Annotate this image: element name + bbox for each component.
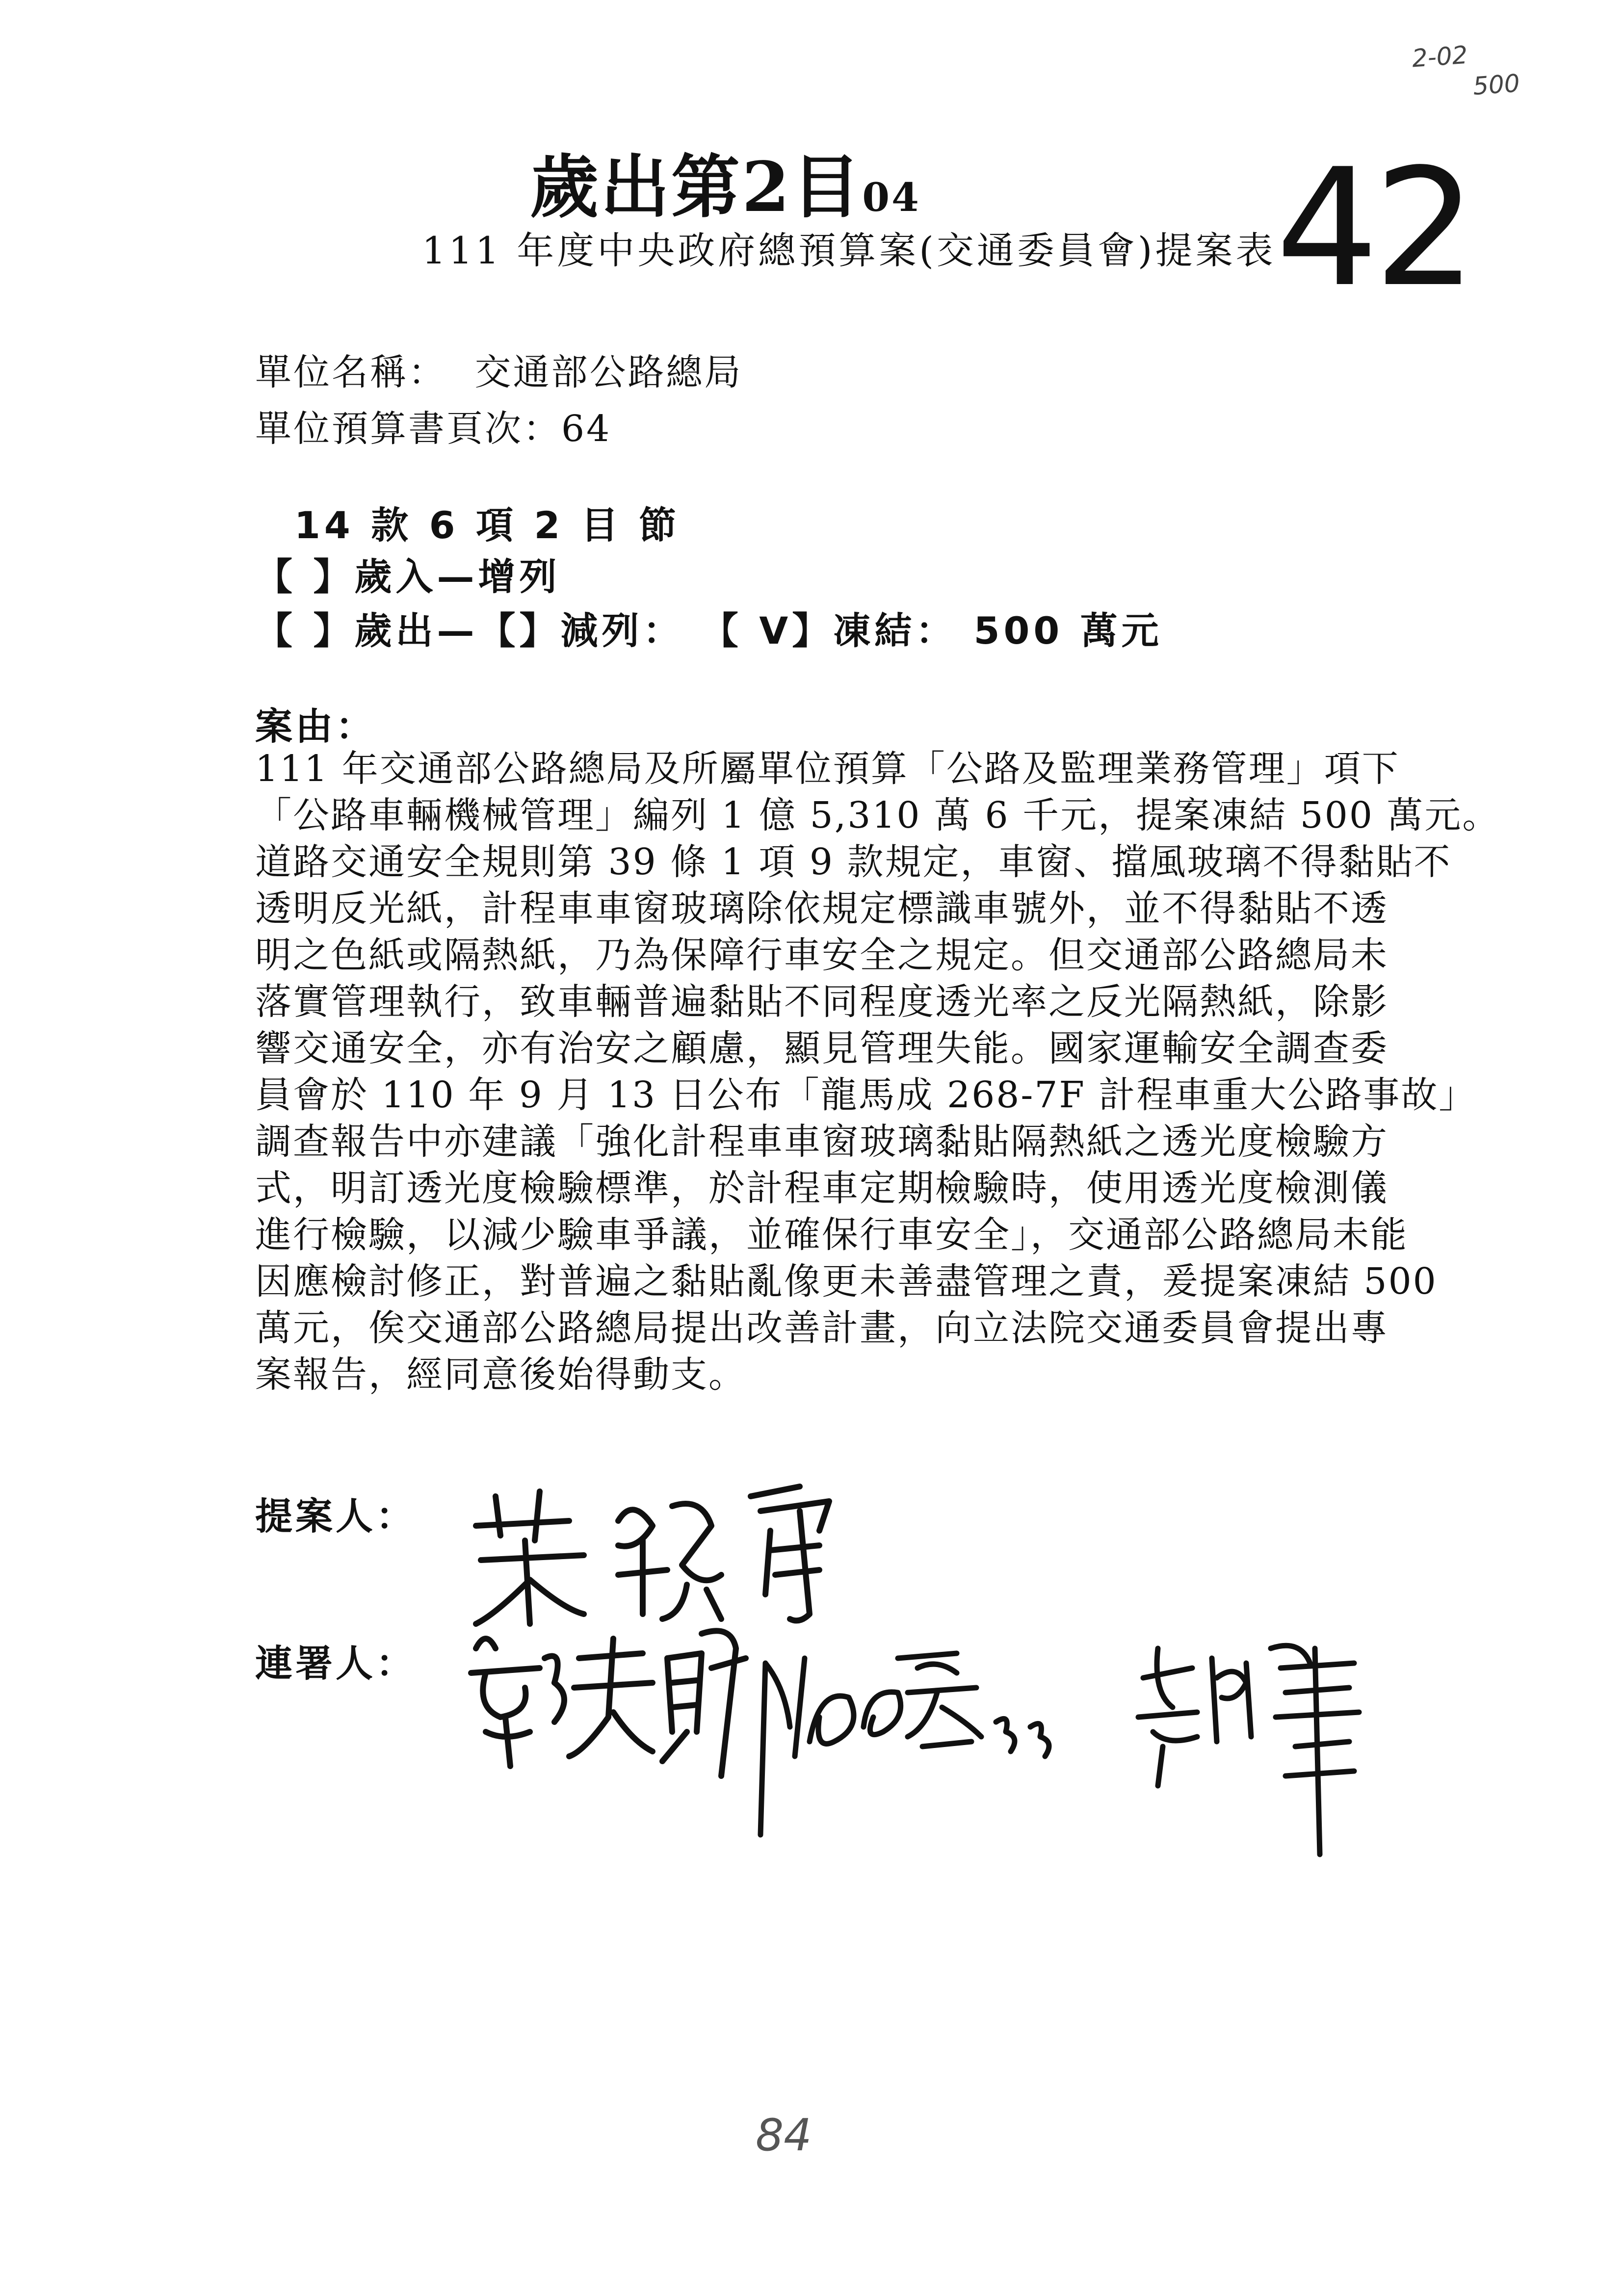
reason-body [255,746,1500,1398]
handwritten-page-mark: 84 [756,2110,812,2161]
handwritten-heading [530,132,921,231]
proposer-signature [456,1467,859,1629]
reason-line: 因應檢討修正，對普遍之黏貼亂像更未善盡管理之責，爰提案凍結 500 [255,1260,1438,1303]
budget-item-line: 14 款 6 項 2 目 節 [294,503,681,547]
handwritten-heading-text: 歲出第2目 [530,147,863,228]
reason-line: 調查報告中亦建議「強化計程車車窗玻璃黏貼隔熱紙之透光度檢驗方 [255,1121,1388,1163]
corner-note-line-2: 500 [1472,69,1521,101]
proposer-label: 提案人： [255,1494,416,1538]
handwritten-proposal-number: 42 [1276,134,1472,322]
reason-heading: 案由： [255,704,376,748]
reason-line: 員會於 110 年 9 月 13 日公布「龍馬成 268-7F 計程車重大公路事故」 [255,1074,1477,1116]
unit-name-label: 單位名稱： [255,351,446,393]
reason-line: 進行檢驗，以減少驗車爭議，並確保行車安全」，交通部公路總局未能 [255,1214,1408,1256]
cosigner-label: 連署人： [255,1642,416,1685]
reason-line: 111 年交通部公路總局及所屬單位預算「公路及監理業務管理」項下 [255,748,1400,790]
reason-line: 萬元，俟交通部公路總局提出改善計畫，向立法院交通委員會提出專 [255,1307,1388,1349]
handwritten-heading-suffix: 04 [862,174,921,220]
unit-name-row [255,343,743,395]
unit-name-value: 交通部公路總局 [474,351,743,393]
reason-line: 「公路車輛機械管理」編列 1 億 5,310 萬 6 千元，提案凍結 500 萬元。 [255,794,1500,836]
unit-page-label: 單位預算書頁次： [255,408,561,450]
cosigner-signature-1 [456,1619,751,1781]
expenditure-freeze-line: 【 】歲出—【】減列： 【 V】凍結： 500 萬元 [255,609,1163,652]
unit-page-value: 64 [561,408,612,450]
reason-line: 響交通安全，亦有治安之顧慮，顯見管理失能。國家運輸安全調查委 [255,1027,1388,1070]
cosigner-signature-2 [751,1629,1074,1850]
reason-line: 式，明訂透光度檢驗標準，於計程車定期檢驗時，使用透光度檢測儀 [255,1167,1388,1209]
reason-line: 落實管理執行，致車輛普遍黏貼不同程度透光率之反光隔熱紙，除影 [255,981,1388,1023]
reason-line: 透明反光紙，計程車車窗玻璃除依規定標識車號外，並不得黏貼不透 [255,887,1388,930]
document-title: 111 年度中央政府總預算案(交通委員會)提案表 [422,229,1276,272]
cosigner-signature-3 [1124,1619,1398,1864]
reason-line: 道路交通安全規則第 39 條 1 項 9 款規定，車窗、擋風玻璃不得黏貼不 [255,841,1452,883]
corner-note-line-1: 2-02 [1411,40,1469,73]
corner-handwritten-note [1411,36,1521,107]
reason-line: 明之色紙或隔熱紙，乃為保障行車安全之規定。但交通部公路總局未 [255,934,1388,976]
unit-page-row [255,400,611,452]
revenue-increase-line: 【 】歲入—增列 [255,555,561,599]
reason-line: 案報告，經同意後始得動支。 [255,1354,746,1396]
